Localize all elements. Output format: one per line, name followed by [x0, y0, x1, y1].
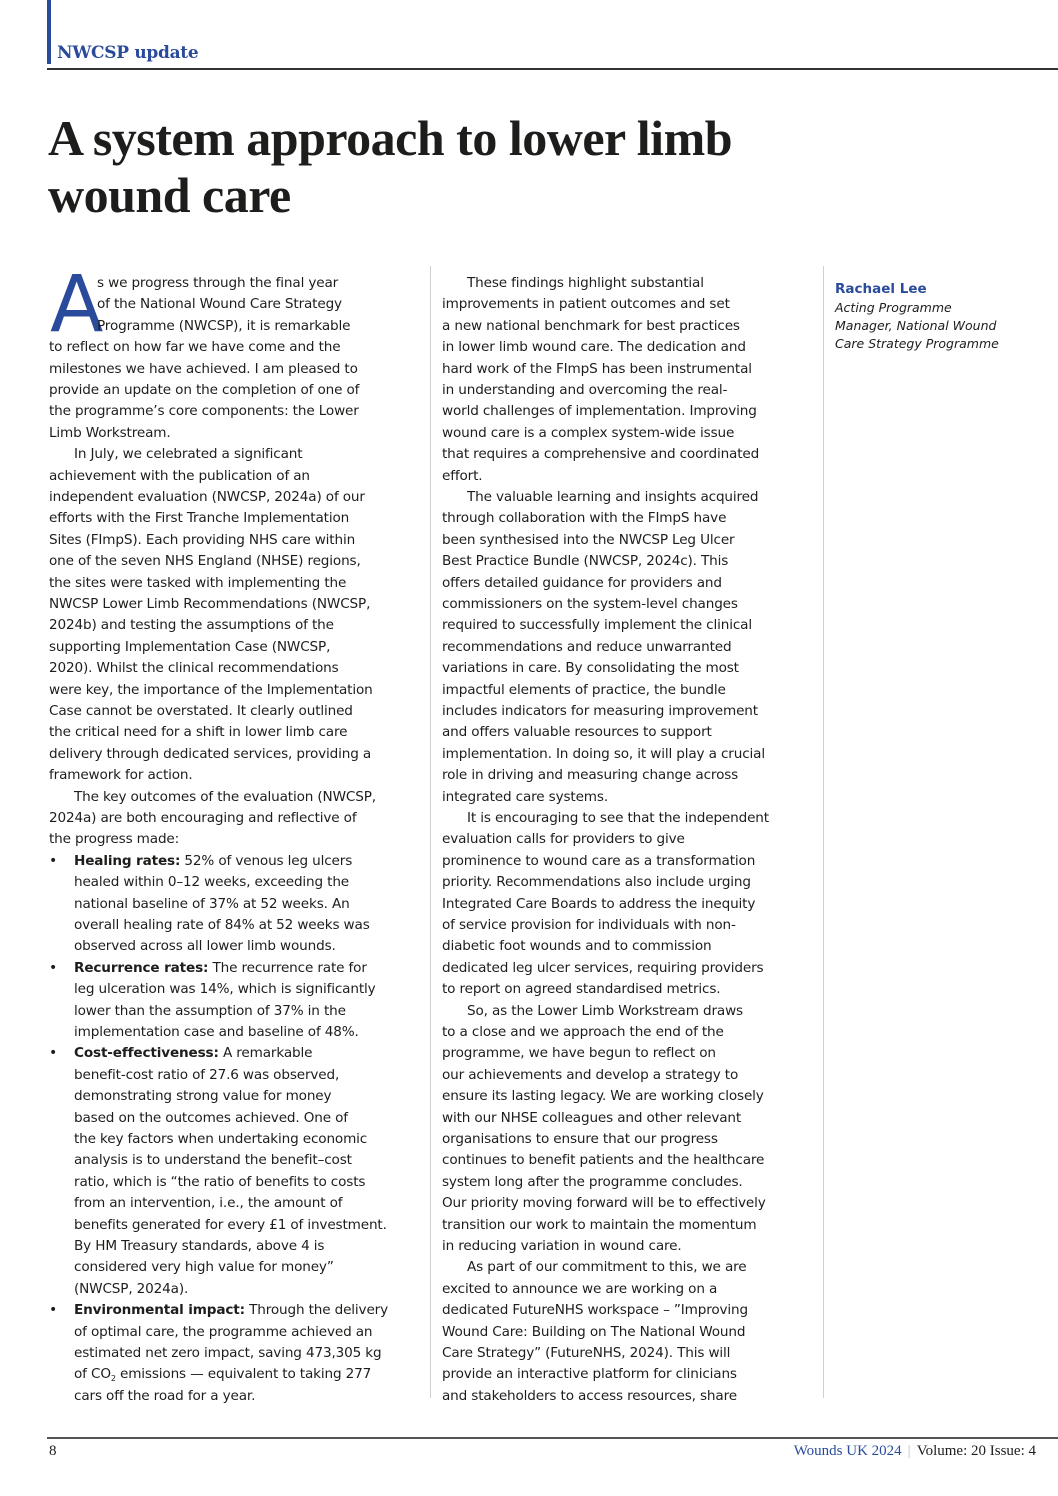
text-line: national baseline of 37% at 52 weeks. An — [74, 895, 350, 912]
bullet-item — [49, 851, 353, 872]
text-line: milestones we have achieved. I am pleased to — [49, 360, 358, 377]
bullet-icon: • — [49, 959, 58, 976]
text-line: independent evaluation (NWCSP, 2024a) of our — [49, 489, 365, 505]
text-line: provide an update on the completion of one of — [49, 382, 360, 398]
text-line: excited to announce we are working on a — [442, 1280, 718, 1297]
text-line: framework for action. — [49, 767, 193, 784]
text-line: required to successfully implement the clinical — [442, 617, 752, 634]
bullet-icon: • — [49, 1045, 58, 1062]
text-line — [74, 1364, 371, 1385]
text-line: continues to benefit patients and the healthcare — [442, 1152, 765, 1169]
text-line: 2024a) are both encouraging and reflective of — [49, 810, 357, 826]
text-line: a new national benchmark for best practices — [442, 317, 740, 334]
text-line: s we progress through the final year — [97, 275, 339, 291]
text-line: The valuable learning and insights acquired — [467, 489, 759, 505]
text-line: to report on agreed standardised metrics. — [442, 981, 721, 998]
text-line: from an intervention, i.e., the amount of — [74, 1195, 343, 1212]
text-line: includes indicators for measuring improvement — [442, 703, 758, 719]
text-line: achievement with the publication of an — [49, 467, 310, 484]
text-line: prominence to wound care as a transformation — [442, 852, 756, 869]
bullet-text: Through the delivery — [244, 1302, 389, 1319]
title-line: A system approach to lower limb — [48, 110, 733, 166]
text-line: observed across all lower limb wounds. — [74, 938, 336, 955]
text-line: priority. Recommendations also include urging — [442, 874, 751, 891]
text-line: provide an interactive platform for clinicians — [442, 1366, 737, 1383]
text-line: system long after the programme concludes. — [442, 1173, 743, 1190]
text-line: improvements in patient outcomes and set — [442, 296, 730, 313]
text-line: Case cannot be overstated. It clearly outlined — [49, 703, 353, 719]
text-line: It is encouraging to see that the independent — [467, 810, 769, 826]
text-line: world challenges of implementation. Improving — [442, 403, 757, 420]
text-line: implementation. In doing so, it will play a crucial — [442, 745, 765, 762]
text-line: evaluation calls for providers to give — [442, 831, 685, 848]
text-line: in reducing variation in wound care. — [442, 1238, 682, 1254]
text-line: analysis is to understand the benefit–cost — [74, 1152, 352, 1169]
bullet-text: The recurrence rate for — [208, 959, 367, 976]
drop-cap: A — [50, 260, 104, 350]
text-line: cars off the road for a year. — [74, 1387, 256, 1404]
text-line: ratio, which is “the ratio of benefits to costs — [74, 1173, 366, 1190]
text-line: considered very high value for money” — [74, 1259, 334, 1276]
column-divider — [823, 266, 824, 1398]
text-line: the key factors when undertaking economic — [74, 1131, 368, 1147]
text-line: the programme’s core components: the Lower — [49, 403, 359, 420]
text-line: Limb Workstream. — [49, 424, 171, 441]
text-line: Integrated Care Boards to address the inequity — [442, 895, 756, 912]
text-line: So, as the Lower Limb Workstream draws — [467, 1002, 743, 1019]
text-line: Programme (NWCSP), it is remarkable — [97, 317, 351, 334]
text-line: that requires a comprehensive and coordinated — [442, 446, 760, 463]
text-line: integrated care systems. — [442, 788, 609, 805]
text-line: one of the seven NHS England (NHSE) regions, — [49, 553, 361, 570]
text-line: effort. — [442, 467, 483, 484]
text-line: Our priority moving forward will be to effectively — [442, 1195, 766, 1212]
page-number: 8 — [49, 1443, 57, 1459]
author-role-line: Care Strategy Programme — [835, 336, 999, 352]
text-line: estimated net zero impact, saving 473,305 kg — [74, 1345, 382, 1361]
text-line: The key outcomes of the evaluation (NWCSP, — [74, 788, 376, 805]
text-line: the progress made: — [49, 831, 180, 848]
text-line: supporting Implementation Case (NWCSP, — [49, 638, 331, 655]
text-line: delivery through dedicated services, providing a — [49, 745, 372, 762]
text-line: demonstrating strong value for money — [74, 1088, 332, 1105]
text-line: NWCSP Lower Limb Recommendations (NWCSP, — [49, 596, 371, 612]
text-line: benefits generated for every £1 of investment. — [74, 1216, 387, 1233]
section-accent-bar — [47, 0, 51, 64]
text-line: Sites (FImpS). Each providing NHS care within — [49, 531, 356, 548]
author-box — [835, 279, 1045, 354]
journal-name: Wounds UK 2024 — [793, 1443, 902, 1459]
footer-citation — [794, 1443, 1036, 1460]
column-divider — [430, 266, 431, 1398]
text-line: 2020). Whilst the clinical recommendations — [49, 660, 339, 677]
article-title — [48, 110, 868, 224]
text-line: recommendations and reduce unwarranted — [442, 638, 732, 655]
text-line: the critical need for a shift in lower limb care — [49, 724, 348, 741]
text-line: 2024b) and testing the assumptions of the — [49, 617, 334, 634]
text-line: of optimal care, the programme achieved an — [74, 1323, 373, 1340]
bullet-label: Environmental impact: — [74, 1302, 245, 1319]
text-line: dedicated leg ulcer services, requiring providers — [442, 959, 764, 976]
text-line: hard work of the FImpS has been instrumental — [442, 360, 752, 377]
text-line: of service provision for individuals with non- — [442, 917, 736, 933]
text-line: Wound Care: Building on The National Wound — [442, 1323, 746, 1340]
bullet-item — [49, 1300, 389, 1321]
author-role-line: Manager, National Wound — [835, 318, 997, 334]
text-line: organisations to ensure that our progress — [442, 1131, 718, 1147]
text-line: In July, we celebrated a significant — [74, 446, 303, 463]
footer-separator: | — [907, 1443, 911, 1459]
text-line: in understanding and overcoming the real- — [442, 382, 728, 398]
text-line: and offers valuable resources to support — [442, 724, 712, 741]
text-line: implementation case and baseline of 48%. — [74, 1024, 359, 1040]
text-line: These findings highlight substantial — [467, 275, 704, 291]
text-line: programme, we have begun to reflect on — [442, 1045, 716, 1062]
text-line: leg ulceration was 14%, which is significantly — [74, 981, 376, 998]
text-line: through collaboration with the FImpS have — [442, 510, 727, 527]
text-line: lower than the assumption of 37% in the — [74, 1002, 346, 1019]
text-line: to reflect on how far we have come and the — [49, 339, 341, 356]
text-line: were key, the importance of the Implementation — [49, 681, 373, 698]
bullet-item — [49, 1043, 313, 1064]
text-line: and stakeholders to access resources, share — [442, 1387, 737, 1404]
text-line: based on the outcomes achieved. One of — [74, 1109, 348, 1126]
text-line: offers detailed guidance for providers and — [442, 574, 722, 591]
text-line: efforts with the First Tranche Implementation — [49, 510, 350, 527]
text-line: the sites were tasked with implementing the — [49, 574, 347, 591]
text-line: ensure its lasting legacy. We are working closely — [442, 1088, 764, 1105]
text-line: of the National Wound Care Strategy — [97, 296, 342, 313]
text-line: to a close and we approach the end of the — [442, 1024, 724, 1040]
bullet-icon: • — [49, 852, 58, 869]
text-line: role in driving and measuring change across — [442, 767, 739, 784]
text-line: (NWCSP, 2024a). — [74, 1280, 189, 1297]
text-line: Best Practice Bundle (NWCSP, 2024c). This — [442, 553, 729, 570]
volume-issue: Volume: 20 Issue: 4 — [916, 1443, 1036, 1459]
text-line: our achievements and develop a strategy to — [442, 1066, 739, 1083]
bullet-label: Cost-effectiveness: — [74, 1045, 219, 1062]
text-line: transition our work to maintain the momentum — [442, 1216, 757, 1233]
text-line: By HM Treasury standards, above 4 is — [74, 1238, 325, 1254]
bullet-label: Healing rates: — [74, 852, 181, 869]
text-line: As part of our commitment to this, we are — [467, 1259, 747, 1276]
text-line: benefit-cost ratio of 27.6 was observed, — [74, 1066, 340, 1083]
bullet-icon: • — [49, 1302, 58, 1319]
header-rule — [47, 68, 1058, 70]
text-line: diabetic foot wounds and to commission — [442, 938, 712, 955]
text-line: been synthesised into the NWCSP Leg Ulcer — [442, 531, 735, 548]
left-column — [49, 260, 421, 1404]
text-line: with our NHSE colleagues and other relevant — [442, 1109, 742, 1126]
footer-rule — [47, 1437, 1058, 1439]
bullet-text: 52% of venous leg ulcers — [180, 852, 353, 869]
bullet-text: A remarkable — [218, 1045, 313, 1062]
co2-text: of CO — [74, 1366, 111, 1383]
co2-text: emissions — equivalent to taking 277 — [115, 1366, 372, 1383]
text-line: Care Strategy” (FutureNHS, 2024). This will — [442, 1345, 731, 1361]
bullet-label: Recurrence rates: — [74, 959, 209, 976]
text-line: impactful elements of practice, the bundle — [442, 681, 726, 698]
text-line: overall healing rate of 84% at 52 weeks was — [74, 917, 370, 933]
text-line: healed within 0–12 weeks, exceeding the — [74, 874, 350, 891]
text-line: commissioners on the system-level changes — [442, 596, 738, 612]
co2-subscript: 2 — [110, 1374, 116, 1384]
author-name: Rachael Lee — [835, 281, 927, 297]
text-line: wound care is a complex system-wide issue — [442, 424, 735, 441]
bullet-item — [49, 958, 367, 979]
title-line: wound care — [48, 167, 291, 223]
text-line: variations in care. By consolidating the most — [442, 660, 739, 677]
text-line: in lower limb wound care. The dedication and — [442, 339, 746, 356]
section-label: NWCSP update — [57, 43, 199, 63]
text-line: dedicated FutureNHS workspace – ”Improving — [442, 1302, 748, 1319]
author-role-line: Acting Programme — [835, 300, 952, 315]
middle-column — [442, 273, 814, 1403]
